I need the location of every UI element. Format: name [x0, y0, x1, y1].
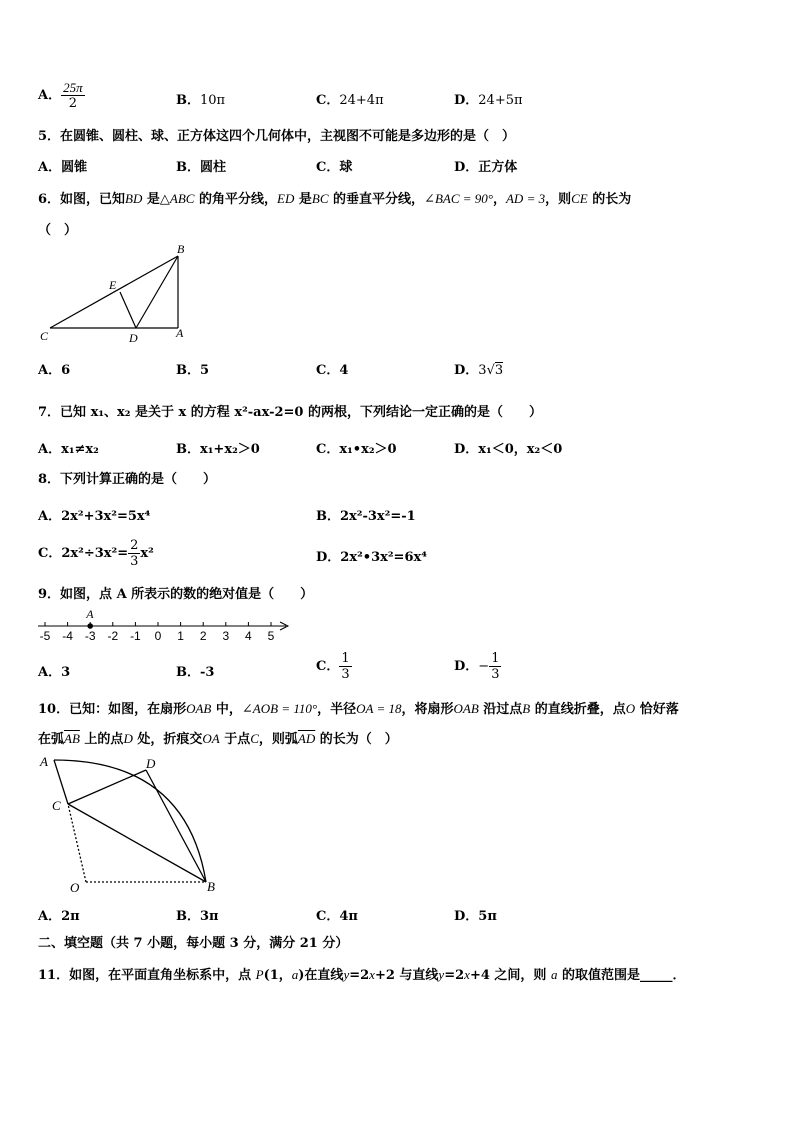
math: x — [464, 967, 470, 982]
q4-option-a[interactable] — [38, 80, 85, 111]
math: OA = 18 — [356, 701, 402, 716]
text: ，半径 — [317, 702, 357, 717]
q10-sector-figure — [36, 750, 226, 898]
label-b: B — [207, 879, 215, 894]
math: BD — [125, 191, 143, 206]
arc-ab — [54, 760, 206, 882]
option-label: C． — [316, 659, 340, 674]
fraction-numerator: 25π — [63, 80, 83, 95]
q11-stem — [38, 964, 685, 983]
math: $\overline{AB}$ — [64, 731, 80, 746]
text: 6．如图，已知 — [38, 192, 126, 207]
q7-option-c[interactable]: C．x₁•x₂＞0 — [316, 442, 397, 457]
fraction-denominator: 3 — [130, 554, 139, 569]
text: =2 — [349, 968, 370, 983]
math: ∠BAC = 90° — [424, 191, 493, 206]
math: OAB — [453, 701, 479, 716]
segment-bd — [136, 256, 178, 328]
minus-sign: − — [478, 659, 490, 674]
fraction — [128, 538, 140, 569]
text: 是 — [294, 192, 312, 207]
q8-stem: 8．下列计算正确的是（ ） — [38, 472, 217, 487]
math: B — [522, 701, 531, 716]
fraction-denominator: 3 — [491, 667, 500, 682]
text: ， — [492, 192, 506, 207]
fraction — [339, 651, 351, 682]
option-value: 24+5π — [478, 93, 523, 108]
q6-option-d[interactable] — [454, 359, 503, 378]
q7-stem: 7．已知 x₁、x₂ 是关于 x 的方程 x²-ax-2=0 的两根，下列结论一定正确的是（ ） — [38, 405, 543, 420]
tick-label: 5 — [267, 629, 275, 643]
segment-cb — [50, 256, 178, 328]
q6-option-c[interactable]: C．4 — [316, 363, 349, 378]
q8-option-b[interactable]: B．2x²-3x²=-1 — [316, 509, 416, 524]
tick-label: -5 — [39, 629, 51, 643]
label-o: O — [70, 880, 80, 895]
math: x — [369, 967, 375, 982]
fraction-denominator: 2 — [68, 96, 77, 111]
q6-triangle-figure — [36, 238, 206, 346]
text: ，则弧 — [258, 732, 298, 747]
text: =2 — [444, 968, 465, 983]
text: (1， — [263, 968, 292, 983]
text: ，将扇形 — [401, 702, 454, 717]
q7-option-a[interactable]: A．x₁≠x₂ — [38, 442, 99, 457]
q8-option-d[interactable]: D．2x²•3x²=6x⁴ — [316, 550, 427, 565]
label-a: A — [176, 326, 184, 340]
text: 中， — [211, 702, 242, 717]
q10-option-a[interactable]: A．2π — [38, 909, 80, 924]
math: AD = 3 — [505, 191, 546, 206]
q4-option-d[interactable] — [454, 89, 523, 108]
fraction-numerator: 2 — [130, 538, 139, 553]
math: y — [343, 967, 350, 982]
label-b: B — [177, 242, 185, 256]
math: D — [123, 731, 133, 746]
section-2-heading: 二、填空题（共 7 小题，每小题 3 分，满分 21 分） — [38, 936, 349, 951]
text: +2 与直线 — [374, 968, 439, 983]
option-value: 24+4π — [339, 93, 384, 108]
q10-stem-line1 — [38, 698, 679, 717]
math: $\overline{AD}$ — [297, 731, 316, 746]
text: 的垂直平分线， — [328, 192, 425, 207]
text: +4 之间，则 — [469, 968, 551, 983]
fraction-numerator: 1 — [491, 651, 500, 666]
text: 的长为 — [587, 192, 632, 207]
q9-stem: 9．如图，点 A 所表示的数的绝对值是（ ） — [38, 587, 314, 602]
q7-option-d[interactable]: D．x₁＜0，x₂＜0 — [454, 442, 563, 457]
text: 的长为（ ） — [315, 732, 398, 747]
q4-option-b[interactable] — [176, 89, 225, 108]
label-a: A — [40, 754, 48, 769]
option-label: D． — [454, 659, 479, 674]
option-label: D． — [454, 363, 479, 378]
point-a-marker — [87, 623, 93, 629]
text: 处，折痕交 — [132, 732, 203, 747]
q9-option-b[interactable]: B．-3 — [176, 665, 215, 680]
tick-label: -3 — [84, 629, 96, 643]
text: 的取值范围是_____． — [557, 968, 686, 983]
q10-option-c[interactable]: C．4π — [316, 909, 358, 924]
q5-option-d[interactable]: D．正方体 — [454, 160, 518, 175]
label-c: C — [40, 329, 49, 343]
tick-label: 0 — [154, 629, 162, 643]
option-label: B． — [176, 93, 200, 108]
tick-label: -2 — [107, 629, 119, 643]
sqrt-icon: √ — [486, 363, 495, 378]
math: BC — [311, 191, 329, 206]
option-label: C． — [316, 93, 340, 108]
option-label: D． — [454, 93, 479, 108]
text: ，则 — [545, 192, 572, 207]
q6-paren: （ ） — [38, 223, 78, 238]
coefficient: 3 — [478, 363, 487, 378]
math: OA — [202, 731, 220, 746]
math: ∠AOB = 110° — [241, 701, 318, 716]
tick-label: 4 — [245, 629, 252, 643]
text: 沿过点 — [478, 702, 523, 717]
point-a-label: A — [86, 607, 94, 621]
math: ED — [277, 191, 295, 206]
text: 11．如图，在平面直角坐标系中，点 — [38, 968, 256, 983]
q10-option-d[interactable]: D．5π — [454, 909, 497, 924]
tick-label: -1 — [130, 629, 141, 643]
fraction — [489, 651, 501, 682]
tick-label: 2 — [199, 629, 207, 643]
label-e: E — [109, 278, 117, 292]
segment-ed — [120, 292, 136, 328]
q6-option-b[interactable]: B．5 — [176, 363, 210, 378]
q6-stem — [38, 188, 631, 207]
q10-option-b[interactable]: B．3π — [176, 909, 219, 924]
math: △ABC — [159, 191, 195, 206]
text: 恰好落 — [635, 702, 679, 717]
option-text: C．2x²÷3x²= — [38, 546, 129, 561]
q8-option-c[interactable] — [38, 538, 154, 569]
q8-option-a[interactable]: A．2x²+3x²=5x⁴ — [38, 509, 151, 524]
tick-label: 3 — [222, 629, 230, 643]
q9-option-d[interactable] — [454, 651, 501, 682]
fraction-denominator: 3 — [341, 667, 350, 682]
label-d: D — [129, 331, 138, 345]
q9-number-line — [34, 604, 294, 646]
tick-label: -4 — [62, 629, 73, 643]
text: 的角平分线， — [194, 192, 278, 207]
fraction-numerator: 1 — [341, 651, 350, 666]
math: P — [255, 967, 264, 982]
q5-option-b[interactable]: B．圆柱 — [176, 160, 226, 175]
label-c: C — [52, 798, 61, 813]
math: y — [438, 967, 445, 982]
q9-option-c[interactable] — [316, 651, 352, 682]
text: 是 — [142, 192, 160, 207]
text: 在弧 — [38, 732, 65, 747]
q4-fraction — [61, 80, 85, 111]
segment-cd — [68, 770, 146, 804]
math: C — [250, 731, 259, 746]
q5-option-c[interactable]: C．球 — [316, 160, 353, 175]
option-label: A． — [38, 88, 62, 103]
option-value: 10π — [200, 93, 226, 108]
q7-option-b[interactable]: B．x₁+x₂＞0 — [176, 442, 260, 457]
q4-option-c[interactable] — [316, 89, 384, 108]
math: a — [550, 967, 558, 982]
math: CE — [571, 191, 588, 206]
text: 上的点 — [79, 732, 124, 747]
tick-label: 1 — [177, 629, 184, 643]
option-text: x² — [140, 546, 154, 561]
q9-option-a[interactable]: A．3 — [38, 665, 71, 680]
math: OAB — [186, 701, 212, 716]
q10-stem-line2 — [38, 728, 398, 747]
text: 于点 — [219, 732, 251, 747]
math: a — [291, 967, 299, 982]
q6-option-a[interactable]: A．6 — [38, 363, 71, 378]
segment-oc-dashed — [68, 804, 86, 882]
q5-option-a[interactable]: A．圆锥 — [38, 160, 88, 175]
math: O — [625, 701, 636, 716]
text: )在直线 — [298, 968, 344, 983]
text: 的直线折叠，点 — [530, 702, 626, 717]
text: 10．已知：如图，在扇形 — [38, 702, 187, 717]
q5-stem: 5．在圆锥、圆柱、球、正方体这四个几何体中，主视图不可能是多边形的是（ ） — [38, 129, 516, 144]
label-d: D — [146, 756, 156, 771]
radicand: 3 — [494, 363, 504, 378]
